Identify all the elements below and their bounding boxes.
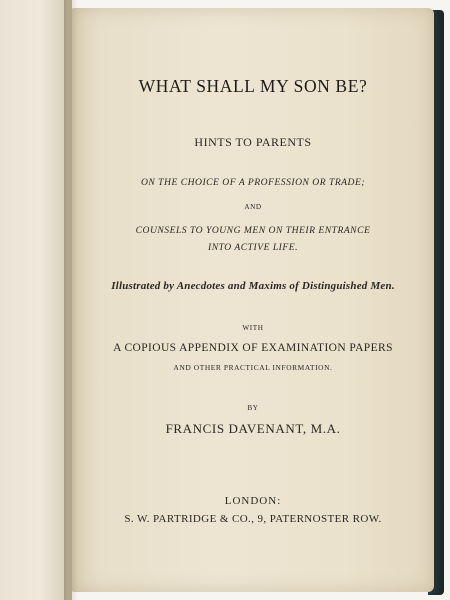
and-connector: AND [244,203,262,211]
other-info-line: AND OTHER PRACTICAL INFORMATION. [173,363,333,372]
counsels-line-1: COUNSELS TO YOUNG MEN ON THEIR ENTRANCE [135,225,371,236]
publisher-line: S. W. PARTRIDGE & CO., 9, PATERNOSTER ROW. [124,513,382,525]
publication-city: LONDON: [224,495,282,507]
facing-page [0,0,72,600]
subtitle: HINTS TO PARENTS [194,135,312,149]
choice-line: ON THE CHOICE OF A PROFESSION OR TRADE; [140,177,366,188]
book-title: WHAT SHALL MY SON BE? [138,76,368,96]
illustrated-line: Illustrated by Anecdotes and Maxims of Distinguished Men. [111,280,395,292]
page-gutter-shadow [64,0,78,600]
appendix-line: A COPIOUS APPENDIX OF EXAMINATION PAPERS [113,342,393,354]
counsels-line-2: INTO ACTIVE LIFE. [208,242,298,253]
by-connector: BY [247,404,259,412]
author-name: FRANCIS DAVENANT, M.A. [165,421,341,436]
with-connector: WITH [242,324,264,332]
title-page-text [72,8,434,592]
title-page [72,8,434,592]
